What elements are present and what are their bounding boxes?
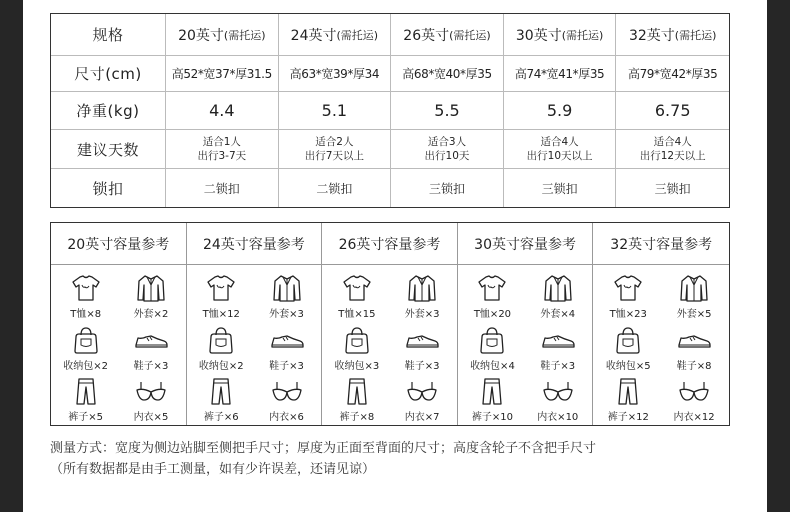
dims-cell: 高74*宽41*厚35 xyxy=(504,56,617,92)
capacity-items xyxy=(51,265,186,425)
spec-table xyxy=(50,13,730,208)
capacity-item-label: 鞋子×3 xyxy=(133,360,169,372)
pants-icon xyxy=(68,376,104,406)
bag-icon xyxy=(68,325,104,355)
capacity-item xyxy=(389,372,454,423)
capacity-item-label: 收纳包×4 xyxy=(470,360,515,372)
row-header-dims: 尺寸(cm) xyxy=(51,56,166,92)
row-header-spec: 规格 xyxy=(51,14,166,56)
capacity-item-label: 内衣×12 xyxy=(673,411,715,423)
capacity-item-label: 内衣×5 xyxy=(133,411,169,423)
capacity-title: 26英寸容量参考 xyxy=(322,223,457,265)
capacity-column xyxy=(458,223,594,425)
capacity-title: 32英寸容量参考 xyxy=(593,223,729,265)
lock-cell: 三锁扣 xyxy=(504,169,617,207)
capacity-item-label: 外套×3 xyxy=(269,309,304,321)
days-cell: 适合2人 出行7天以上 xyxy=(279,130,392,169)
lock-cell: 二锁扣 xyxy=(166,169,279,207)
dims-cell: 高68*宽40*厚35 xyxy=(391,56,504,92)
capacity-item xyxy=(460,372,525,423)
capacity-item-label: 外套×3 xyxy=(404,309,440,321)
row-header-days: 建议天数 xyxy=(51,130,166,169)
capacity-item-label: 裤子×10 xyxy=(471,411,513,423)
days-cell: 适合4人 出行12天以上 xyxy=(616,130,729,169)
capacity-item xyxy=(254,372,319,423)
measurement-notes xyxy=(50,438,596,480)
capacity-title: 24英寸容量参考 xyxy=(187,223,322,265)
capacity-item-label: 鞋子×8 xyxy=(676,360,712,372)
shoe-icon xyxy=(404,325,440,355)
capacity-item-label: 裤子×5 xyxy=(68,411,104,423)
lock-cell: 二锁扣 xyxy=(279,169,392,207)
capacity-item-label: 裤子×8 xyxy=(339,411,375,423)
capacity-item-label: 外套×2 xyxy=(133,309,169,321)
col-header-26: 26英寸 (需托运) xyxy=(391,14,504,56)
bra-icon xyxy=(404,376,440,406)
tshirt-icon xyxy=(68,273,104,303)
capacity-item-label: T恤×23 xyxy=(609,309,647,321)
weight-cell: 4.4 xyxy=(166,92,279,130)
capacity-item xyxy=(661,269,727,320)
days-cell: 适合4人 出行10天以上 xyxy=(504,130,617,169)
capacity-item xyxy=(525,320,590,371)
shoe-icon xyxy=(269,325,305,355)
coat-icon xyxy=(269,273,305,303)
capacity-item-label: 鞋子×3 xyxy=(404,360,440,372)
capacity-item xyxy=(53,269,118,320)
notes-line-1: 测量方式：宽度为侧边站脚至侧把手尺寸；厚度为正面至背面的尺寸；高度含轮子不含把手尺寸 xyxy=(50,441,597,456)
weight-cell: 6.75 xyxy=(616,92,729,130)
capacity-items xyxy=(322,265,457,425)
shoe-icon xyxy=(133,325,169,355)
capacity-item-label: 收纳包×5 xyxy=(605,360,651,372)
capacity-column xyxy=(187,223,323,425)
capacity-item xyxy=(595,320,661,371)
capacity-item-label: T恤×20 xyxy=(473,309,512,321)
left-dark-border xyxy=(0,0,23,512)
capacity-item-label: 内衣×7 xyxy=(404,411,440,423)
bag-icon xyxy=(339,325,375,355)
dims-cell: 高63*宽39*厚34 xyxy=(279,56,392,92)
coat-icon xyxy=(404,273,440,303)
capacity-item-label: 收纳包×2 xyxy=(63,360,109,372)
tshirt-icon xyxy=(203,273,239,303)
lock-cell: 三锁扣 xyxy=(391,169,504,207)
dims-cell: 高52*宽37*厚31.5 xyxy=(166,56,279,92)
capacity-item-label: 内衣×10 xyxy=(537,411,579,423)
weight-cell: 5.1 xyxy=(279,92,392,130)
capacity-column xyxy=(51,223,187,425)
days-cell: 适合1人 出行3-7天 xyxy=(166,130,279,169)
bag-icon xyxy=(474,325,510,355)
col-header-20: 20英寸 (需托运) xyxy=(166,14,279,56)
capacity-item-label: 鞋子×3 xyxy=(269,360,304,372)
coat-icon xyxy=(540,273,576,303)
capacity-item xyxy=(53,372,118,423)
right-dark-border xyxy=(767,0,790,512)
pants-icon xyxy=(339,376,375,406)
notes-line-2: （所有数据都是由手工测量，如有少许误差，还请见谅） xyxy=(50,462,376,477)
bra-icon xyxy=(540,376,576,406)
capacity-item xyxy=(525,372,590,423)
capacity-item xyxy=(189,372,254,423)
capacity-title: 30英寸容量参考 xyxy=(458,223,593,265)
capacity-item xyxy=(460,320,525,371)
capacity-item-label: 裤子×6 xyxy=(203,411,239,423)
capacity-item-label: 收纳包×2 xyxy=(198,360,244,372)
capacity-item xyxy=(53,320,118,371)
capacity-item xyxy=(525,269,590,320)
capacity-items xyxy=(458,265,593,425)
capacity-item-label: 鞋子×3 xyxy=(540,360,576,372)
shoe-icon xyxy=(540,325,576,355)
capacity-item xyxy=(254,269,319,320)
capacity-items xyxy=(593,265,729,425)
col-header-30: 30英寸 (需托运) xyxy=(504,14,617,56)
capacity-item xyxy=(595,269,661,320)
coat-icon xyxy=(676,273,712,303)
capacity-item xyxy=(118,320,183,371)
capacity-item-label: 收纳包×3 xyxy=(334,360,380,372)
coat-icon xyxy=(133,273,169,303)
pants-icon xyxy=(474,376,510,406)
capacity-item xyxy=(389,269,454,320)
tshirt-icon xyxy=(610,273,646,303)
capacity-item xyxy=(595,372,661,423)
tshirt-icon xyxy=(474,273,510,303)
capacity-item xyxy=(254,320,319,371)
col-header-32: 32英寸 (需托运) xyxy=(616,14,729,56)
bag-icon xyxy=(610,325,646,355)
capacity-item-label: T恤×15 xyxy=(338,309,376,321)
capacity-item-label: T恤×8 xyxy=(70,309,102,321)
row-header-lock: 锁扣 xyxy=(51,169,166,207)
capacity-item xyxy=(118,372,183,423)
capacity-item xyxy=(324,372,389,423)
capacity-items xyxy=(187,265,322,425)
capacity-item-label: T恤×12 xyxy=(202,309,240,321)
capacity-item xyxy=(189,269,254,320)
pants-icon xyxy=(203,376,239,406)
capacity-item xyxy=(324,269,389,320)
capacity-item xyxy=(661,320,727,371)
lock-cell: 三锁扣 xyxy=(654,181,691,196)
capacity-column xyxy=(322,223,458,425)
weight-cell: 5.5 xyxy=(391,92,504,130)
capacity-item-label: 内衣×6 xyxy=(269,411,304,423)
tshirt-icon xyxy=(339,273,375,303)
capacity-item xyxy=(460,269,525,320)
bra-icon xyxy=(269,376,305,406)
weight-cell: 5.9 xyxy=(504,92,617,130)
capacity-item-label: 外套×5 xyxy=(676,309,712,321)
days-cell: 适合3人 出行10天 xyxy=(391,130,504,169)
bra-icon xyxy=(676,376,712,406)
capacity-item xyxy=(324,320,389,371)
capacity-title: 20英寸容量参考 xyxy=(51,223,186,265)
dims-cell: 高79*宽42*厚35 xyxy=(616,56,729,92)
capacity-column xyxy=(593,223,729,425)
capacity-item xyxy=(189,320,254,371)
capacity-table xyxy=(50,222,730,426)
capacity-item xyxy=(661,372,727,423)
capacity-item xyxy=(389,320,454,371)
bra-icon xyxy=(133,376,169,406)
pants-icon xyxy=(610,376,646,406)
capacity-item-label: 外套×4 xyxy=(540,309,576,321)
row-header-weight: 净重(kg) xyxy=(51,92,166,130)
shoe-icon xyxy=(676,325,712,355)
col-header-24: 24英寸 (需托运) xyxy=(279,14,392,56)
capacity-item-label: 裤子×12 xyxy=(607,411,649,423)
bag-icon xyxy=(203,325,239,355)
capacity-item xyxy=(118,269,183,320)
